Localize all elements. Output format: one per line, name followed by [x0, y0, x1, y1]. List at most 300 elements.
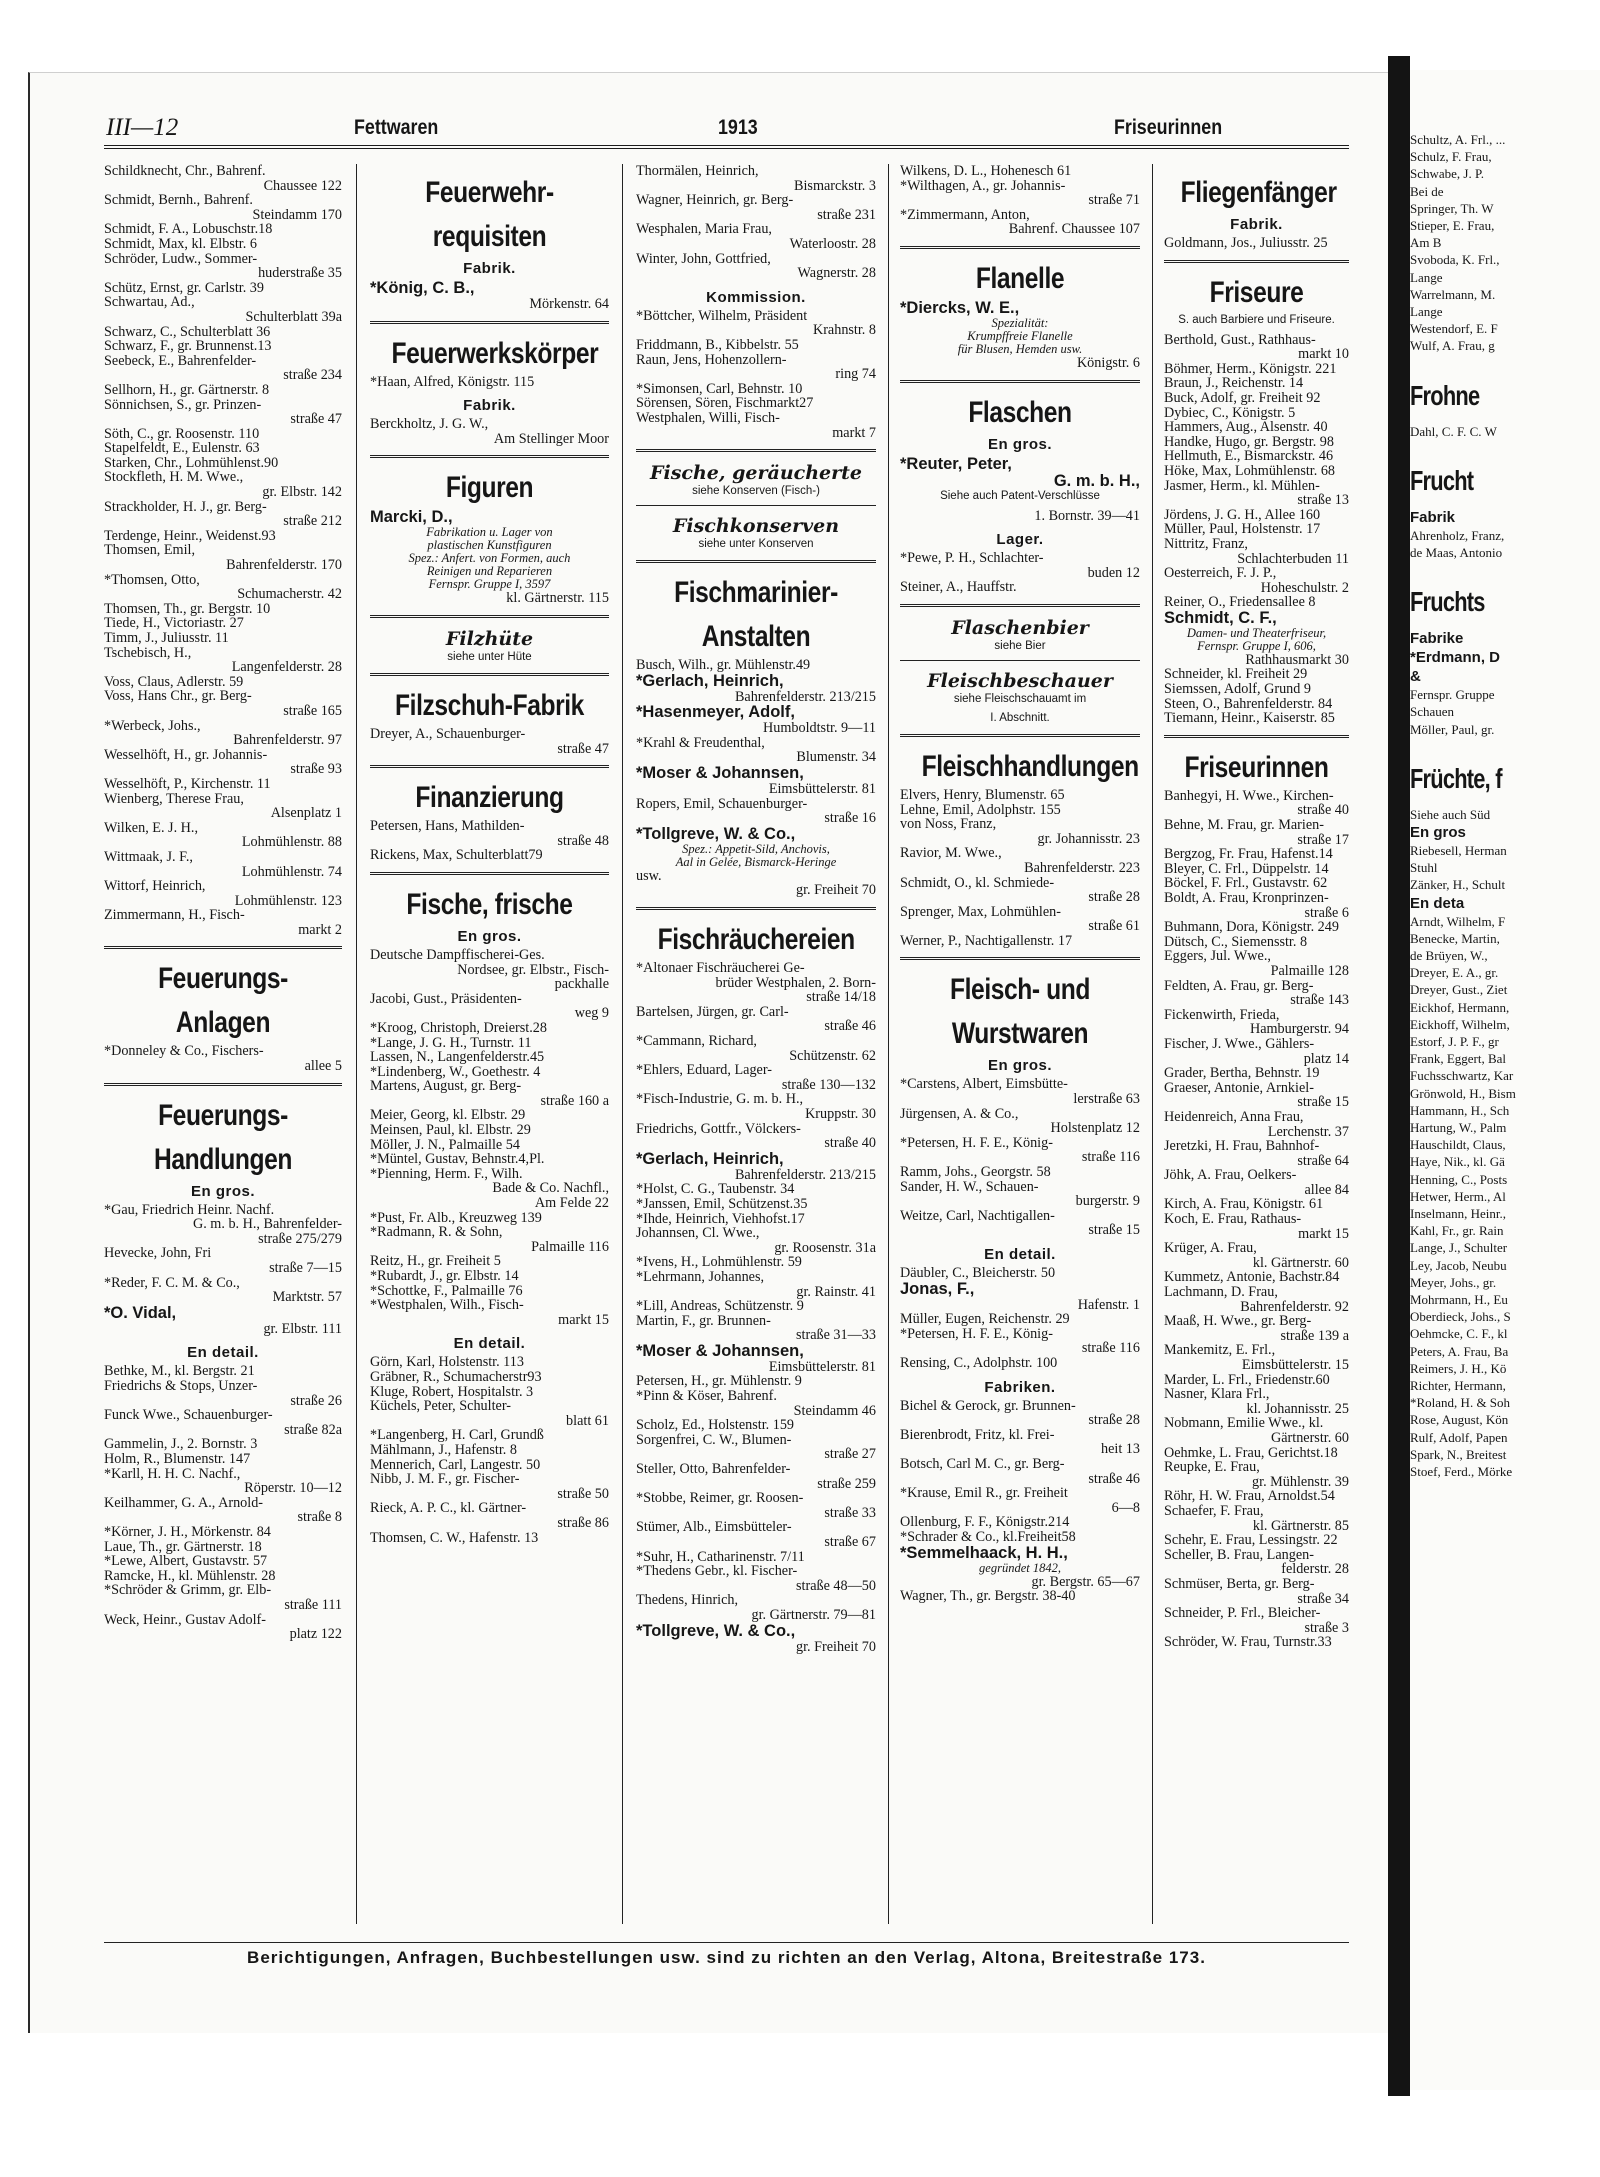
entry-name: Berckholtz, J. G. W.,: [370, 417, 489, 432]
directory-entry: [1164, 566, 1349, 595]
category-heading: Filzschuh-Fabrik: [395, 688, 584, 722]
entry-address: Lohmühlenstr. 88: [241, 834, 342, 851]
next-page-entry: Springer, Th. W: [1410, 200, 1494, 216]
entry-name: *Pinn & Köser, Bahrenf.: [636, 1389, 777, 1404]
directory-entry: [370, 1355, 609, 1370]
directory-entry: [900, 356, 1140, 371]
directory-entry: [636, 1520, 876, 1549]
header-left-title: Fettwaren: [354, 116, 439, 139]
entry-address: Krahnstr. 8: [812, 322, 876, 339]
section-rule: [370, 321, 609, 325]
directory-entry: [900, 1589, 1140, 1604]
next-page-subhead: Fabrik: [1410, 508, 1456, 526]
next-page-entry: Peters, A. Frau, Ba: [1410, 1343, 1509, 1359]
subsection-label: En gros.: [987, 1057, 1052, 1075]
section-rule: [370, 673, 609, 677]
category-heading: Fischräuchereien: [657, 923, 855, 957]
entry-address: straße 61: [1088, 918, 1140, 935]
directory-entry: [636, 1092, 876, 1121]
entry-address: straße 16: [824, 810, 876, 827]
next-page-entry: Stoef, Ferd., Mörke: [1410, 1464, 1513, 1479]
directory-entry: [636, 690, 876, 705]
entry-name: Däubler, C., Bleicherstr. 50: [900, 1266, 1056, 1281]
directory-entry: [104, 383, 342, 398]
next-page-entry: Haye, Nik., kl. Gä: [1410, 1154, 1505, 1170]
entry-name: Fernspr. Gruppe I, 606,: [1197, 639, 1316, 653]
entry-address: straße 48: [557, 832, 609, 849]
entry-name: Gräbner, R., Schumacherstr93: [370, 1369, 542, 1385]
featured-entry: [636, 1151, 876, 1168]
directory-entry: [900, 1312, 1140, 1327]
directory-entry: [1164, 1066, 1349, 1081]
directory-entry: [370, 1050, 609, 1065]
entry-name: Reupke, E. Frau,: [1164, 1460, 1260, 1475]
next-page-entry: *Roland, H. & Soh: [1410, 1395, 1511, 1411]
entry-address: Königstr. 6: [1076, 354, 1140, 371]
entry-name: Thomsen, Emil,: [104, 543, 196, 559]
directory-entry: [104, 1408, 342, 1437]
next-page-entry: Lange, J., Schulter: [1410, 1240, 1508, 1256]
entry-address: straße 130—132: [781, 1076, 876, 1093]
entry-address: Langenfelderstr. 28: [231, 659, 342, 676]
directory-entry: [104, 339, 342, 354]
directory-entry: [1164, 362, 1349, 377]
entry-address: straße 28: [1088, 1412, 1140, 1429]
featured-entry: [636, 1623, 876, 1640]
entry-address: Chaussee 122: [263, 177, 342, 194]
entry-address: Bahrenf. Chaussee 107: [1008, 221, 1140, 238]
header-year: 1913: [718, 116, 758, 139]
entry-name: Buck, Adolf, gr. Freiheit 92: [1164, 390, 1321, 406]
directory-entry: [1164, 1343, 1349, 1372]
directory-entry: [636, 309, 876, 338]
entry-name: Schröder, Ludw., Sommer-: [104, 251, 258, 267]
entry-name: Wesphalen, Maria Frau,: [636, 222, 772, 237]
directory-entry: [104, 821, 342, 850]
column-5: [1164, 164, 1349, 1934]
entry-name: Spez.: Appetit-Sild, Anchovis,: [682, 842, 830, 856]
category-heading: Handlungen: [153, 1142, 293, 1176]
next-page-entry: Hetwer, Herm., Al: [1410, 1188, 1506, 1204]
entry-name: *Petersen, H. F. E., König-: [900, 1135, 1053, 1151]
entry-name: *Westphalen, Wilh., Fisch-: [370, 1298, 524, 1313]
directory-entry: [1164, 1212, 1349, 1241]
entry-address: Hafenstr. 1: [1077, 1296, 1140, 1313]
entry-name: Marcki, D.,: [370, 509, 453, 527]
category-heading: Anstalten: [701, 620, 811, 654]
entry-address: straße 231: [817, 206, 876, 223]
entry-name: *Semmelhaack, H. H.,: [900, 1544, 1068, 1562]
subsection-label: En gros.: [190, 1182, 255, 1200]
entry-name: Görn, Karl, Holstenstr. 113: [370, 1355, 524, 1370]
section-rule: [900, 246, 1140, 250]
entry-name: Wagner, Heinrich, gr. Berg-: [636, 193, 794, 208]
entry-name: Schmidt, O., kl. Schmiede-: [900, 875, 1055, 891]
header-right-title: Friseurinnen: [1114, 116, 1223, 139]
directory-entry: [1164, 697, 1349, 712]
entry-name: Reitz, H., gr. Freiheit 5: [370, 1254, 501, 1269]
entry-name: Stapelfeldt, E., Eulenstr. 63: [104, 441, 260, 456]
entry-address: Blumenstr. 34: [796, 749, 876, 766]
entry-description: [370, 539, 609, 552]
entry-name: Ropers, Emil, Schauenburger-: [636, 796, 808, 812]
entry-address: Schützenstr. 62: [789, 1047, 876, 1064]
entry-address: Wagnerstr. 28: [797, 265, 876, 282]
subsection-label: Kommission.: [706, 288, 806, 306]
entry-address: Lerchenstr. 37: [1267, 1123, 1349, 1140]
section-rule: [900, 604, 1140, 608]
entry-name: Tiemann, Heinr., Kaiserstr. 85: [1164, 711, 1335, 726]
directory-entry: [636, 1122, 876, 1151]
entry-name: Lachmann, D. Frau,: [1164, 1285, 1278, 1300]
directory-entry: [1164, 891, 1349, 920]
directory-entry: [1164, 876, 1349, 891]
section-rule: [636, 907, 876, 911]
directory-entry: [636, 1374, 876, 1389]
entry-name: gegründet 1842,: [979, 1561, 1061, 1575]
directory-entry: [370, 591, 609, 606]
entry-address: Kruppstr. 30: [805, 1105, 876, 1122]
entry-name: Kummetz, Antonie, Bachstr.84: [1164, 1270, 1340, 1286]
directory-entry: [636, 411, 876, 440]
entry-name: *O. Vidal,: [104, 1304, 177, 1322]
section-rule: [900, 660, 1140, 661]
cross-reference: siehe unter Hüte: [447, 650, 532, 663]
entry-name: Bethke, M., kl. Bergstr. 21: [104, 1364, 255, 1379]
entry-name: plastischen Kunstfiguren: [427, 539, 552, 553]
header-rule: [104, 145, 1349, 151]
directory-entry: [1164, 1314, 1349, 1343]
next-page-entry: Hartung, W., Palm: [1410, 1120, 1507, 1135]
entry-name: Schneider, P. Frl., Bleicher-: [1164, 1606, 1321, 1621]
entry-name: *Gerlach, Heinrich,: [636, 672, 784, 690]
category-heading: Friseurinnen: [1184, 750, 1329, 784]
directory-entry: [1164, 1110, 1349, 1139]
directory-entry: [370, 1399, 609, 1428]
entry-name: Hammers, Aug., Alsenstr. 40: [1164, 420, 1328, 435]
category-heading: Fleischbeschauer: [927, 669, 1113, 692]
directory-entry: [1164, 333, 1349, 362]
directory-entry: [636, 1389, 876, 1418]
entry-name: Winter, John, Gottfried,: [636, 251, 771, 267]
entry-address: Steindamm 46: [793, 1402, 876, 1419]
entry-address: gr. Johannisstr. 23: [1037, 830, 1140, 847]
entry-address: Gärtnerstr. 60: [1270, 1429, 1349, 1446]
footer-rule: [104, 1942, 1349, 1943]
featured-entry: [636, 765, 876, 782]
directory-entry: [104, 1467, 342, 1496]
entry-name: Feldten, A. Frau, gr. Berg-: [1164, 978, 1314, 994]
category-heading: Filzhüte: [445, 627, 534, 650]
entry-name: *Simonsen, Carl, Behnstr. 10: [636, 381, 803, 397]
directory-entry: [370, 1428, 609, 1443]
entry-address: gr. Mühlenstr. 39: [1252, 1473, 1349, 1490]
directory-entry: [1164, 1416, 1349, 1445]
entry-name: *Reder, F. C. M. & Co.,: [104, 1275, 240, 1291]
entry-name: Reiner, O., Friedensallee 8: [1164, 595, 1316, 610]
entry-name: Banhegyi, H. Wwe., Kirchen-: [1164, 788, 1334, 804]
entry-address: Eimsbüttelerstr. 81: [768, 1358, 876, 1375]
column-3: [636, 164, 876, 1934]
directory-entry: [104, 427, 342, 442]
entry-name: Scholz, Ed., Holstenstr. 159: [636, 1418, 795, 1433]
entry-name: Buhmann, Dora, Königstr. 249: [1164, 920, 1339, 935]
section-rule: [104, 946, 342, 950]
entry-address: straße 111: [284, 1596, 342, 1613]
entry-address: straße 34: [1297, 1590, 1349, 1607]
directory-entry: [370, 297, 609, 312]
entry-name: Scheller, B. Frau, Langen-: [1164, 1547, 1314, 1563]
entry-name: *Stobbe, Reimer, gr. Roosen-: [636, 1491, 804, 1506]
category-heading: Fleisch- und: [950, 973, 1090, 1007]
cross-reference: I. Abschnitt.: [990, 711, 1050, 724]
directory-entry: [900, 1209, 1140, 1238]
column-divider: [356, 164, 357, 1924]
next-page-entry: Inselmann, Heinr.,: [1410, 1206, 1507, 1221]
entry-name: Botsch, Carl M. C., gr. Berg-: [900, 1456, 1065, 1472]
next-page-entry: Svoboda, K. Frl.,: [1410, 252, 1500, 268]
directory-entry: [104, 616, 342, 631]
directory-entry: [370, 1458, 609, 1473]
category-heading: Flaschenbier: [951, 616, 1089, 639]
next-page-entry: de Maas, Antonio: [1410, 545, 1503, 560]
next-page-entry: Hammann, H., Sch: [1410, 1102, 1510, 1118]
entry-name: Fischer, J. Wwe., Gählers-: [1164, 1036, 1315, 1052]
entry-name: Jonas, F.,: [900, 1280, 975, 1298]
entry-name: Wilkens, D. L., Hohenesch 61: [900, 164, 1072, 179]
entry-address: straße 82a: [284, 1421, 342, 1438]
entry-name: Krumpffreie Flanelle: [967, 329, 1073, 343]
entry-description: [370, 552, 609, 565]
directory-entry: [104, 1452, 342, 1467]
entry-address: straße 50: [557, 1485, 609, 1502]
entry-name: Müller, Eugen, Reichenstr. 29: [900, 1312, 1070, 1327]
entry-address: markt 15: [558, 1311, 609, 1328]
entry-name: Kirch, A. Frau, Königstr. 61: [1164, 1197, 1324, 1213]
next-page-entry: Meyer, Johs., gr.: [1410, 1274, 1497, 1290]
entry-name: Bergzog, Fr. Frau, Hafenst.14: [1164, 847, 1333, 862]
entry-address: kl. Gärtnerstr. 85: [1252, 1517, 1349, 1534]
entry-address: brüder Westphalen, 2. Born-: [715, 974, 876, 991]
entry-name: Sprenger, Max, Lohmühlen-: [900, 904, 1061, 920]
entry-name: Graeser, Antonie, Arnkiel-: [1164, 1080, 1314, 1096]
entry-name: Sellhorn, H., gr. Gärtnerstr. 8: [104, 382, 270, 398]
entry-name: Elvers, Henry, Blumenstr. 65: [900, 787, 1065, 803]
entry-name: Aal in Gelée, Bismarck-Heringe: [675, 855, 837, 869]
directory-entry: [636, 990, 876, 1005]
entry-address: straße 139 a: [1280, 1327, 1349, 1344]
entry-name: Rensing, C., Adolphstr. 100: [900, 1355, 1058, 1371]
directory-entry: [104, 1232, 342, 1247]
entry-address: Bahrenfelderstr. 170: [226, 557, 342, 574]
entry-name: Timm, J., Juliusstr. 11: [104, 631, 229, 646]
entry-address: straße 143: [1290, 992, 1349, 1009]
entry-name: Mennerich, Carl, Langestr. 50: [370, 1457, 541, 1473]
directory-entry: [636, 382, 876, 397]
subsection-label: Fabrik.: [1230, 216, 1283, 233]
directory-entry: [1164, 464, 1349, 479]
entry-name: *Hasenmeyer, Adolf,: [636, 704, 795, 722]
directory-entry: [900, 934, 1140, 949]
directory-entry: [900, 208, 1140, 237]
entry-name: Böhmer, Herm., Königstr. 221: [1164, 361, 1337, 377]
entry-description: [1164, 627, 1349, 640]
entry-name: Thedens, Hinrich,: [636, 1593, 739, 1608]
entry-name: *Kroog, Christoph, Dreierst.28: [370, 1020, 547, 1036]
entry-name: für Blusen, Hemden usw.: [957, 342, 1083, 356]
directory-entry: [636, 1314, 876, 1343]
entry-name: Siemssen, Adolf, Grund 9: [1164, 682, 1311, 697]
entry-address: straße 67: [824, 1534, 876, 1550]
entry-address: gr. Rainstr. 41: [796, 1283, 876, 1300]
entry-address: 1. Bornstr. 39—41: [1034, 507, 1140, 524]
entry-name: Jacobi, Gust., Präsidenten-: [370, 991, 522, 1007]
next-page-entry: Kahl, Fr., gr. Rain: [1410, 1223, 1504, 1239]
directory-entry: [1164, 1533, 1349, 1548]
entry-address: straße 116: [1081, 1149, 1140, 1166]
cross-reference: Siehe auch Patent-Verschlüsse: [940, 489, 1100, 502]
entry-name: Küchels, Peter, Schulter-: [370, 1399, 511, 1414]
directory-entry: [104, 441, 342, 456]
directory-entry: [1164, 682, 1349, 697]
directory-entry: [1164, 949, 1349, 978]
next-page-edge: [1410, 70, 1600, 2090]
directory-entry: [1164, 847, 1349, 862]
entry-name: Hellmuth, E., Bismarckstr. 46: [1164, 449, 1334, 464]
entry-description: [1164, 640, 1349, 653]
entry-name: Höke, Max, Lohmühlenstr. 68: [1164, 463, 1336, 479]
category-heading: Feuerungs-: [158, 1098, 288, 1132]
entry-address: platz 14: [1303, 1050, 1349, 1067]
entry-name: *Schröder & Grimm, gr. Elb-: [104, 1583, 272, 1598]
entry-name: *Lehrmann, Johannes,: [636, 1269, 765, 1285]
directory-entry: [370, 1065, 609, 1080]
directory-entry: [900, 788, 1140, 803]
featured-entry: [370, 280, 609, 297]
entry-address: straße 13: [1297, 492, 1349, 509]
entry-name: *Haan, Alfred, Königstr. 115: [370, 374, 535, 390]
featured-entry: [900, 1281, 1140, 1298]
entry-address: kl. Gärtnerstr. 115: [506, 590, 609, 607]
directory-entry: [104, 1203, 342, 1232]
entry-address: straße 165: [283, 702, 342, 719]
page-number: III—12: [106, 114, 179, 141]
entry-name: Koch, E. Frau, Rathaus-: [1164, 1212, 1302, 1227]
featured-entry: [104, 1305, 342, 1322]
entry-name: *König, C. B.,: [370, 280, 475, 297]
entry-name: *Gau, Friedrich Heinr. Nachf.: [104, 1202, 275, 1218]
entry-address: straße 234: [283, 367, 342, 384]
entry-name: Funck Wwe., Schauenburger-: [104, 1408, 273, 1423]
entry-name: Westphalen, Willi, Fisch-: [636, 410, 780, 426]
entry-name: Wesselhöft, P., Kirchenstr. 11: [104, 776, 271, 792]
directory-entry: [900, 817, 1140, 846]
entry-address: Schlachterbuden 11: [1237, 550, 1349, 567]
directory-entry: [370, 1123, 609, 1138]
entry-name: *Altonaer Fischräucherei Ge-: [636, 961, 805, 976]
directory-entry: [900, 1107, 1140, 1136]
next-page-subhead: En deta: [1410, 894, 1465, 912]
entry-address: Bahrenfelderstr. 213/215: [734, 1166, 876, 1183]
entry-address: gr. Gärtnerstr. 79—81: [751, 1606, 876, 1623]
directory-entry: [1164, 508, 1349, 523]
directory-entry: [370, 1036, 609, 1051]
section-rule: [1164, 735, 1349, 739]
entry-name: Keilhammer, G. A., Arnold-: [104, 1495, 264, 1511]
entry-name: Kluge, Robert, Hospitalstr. 3: [370, 1384, 534, 1400]
directory-entry: [900, 509, 1140, 524]
directory-entry: [636, 869, 876, 898]
next-page-entry: Oehmcke, C. F., kl: [1410, 1326, 1508, 1342]
entry-name: *Ivens, H., Lohmühlenstr. 59: [636, 1255, 802, 1270]
entry-name: usw.: [636, 868, 662, 884]
directory-entry: [900, 1298, 1140, 1313]
entry-name: *Langenberg, H. Carl, Grundß: [370, 1428, 544, 1443]
directory-entry: [900, 1486, 1140, 1515]
entry-address: G. m. b. H.,: [1053, 471, 1140, 490]
entry-name: Reinigen und Reparieren: [426, 565, 553, 579]
cross-reference: siehe unter Konserven: [698, 538, 814, 551]
directory-entry: [636, 252, 876, 281]
entry-name: Wilken, E. J. H.,: [104, 820, 198, 836]
directory-entry: [636, 1360, 876, 1375]
directory-entry: [636, 736, 876, 765]
entry-name: *Lewe, Albert, Gustavstr. 57: [104, 1554, 268, 1569]
directory-entry: [1164, 406, 1349, 421]
entry-name: *Fisch-Industrie, G. m. b. H.,: [636, 1092, 804, 1107]
directory-entry: [370, 848, 609, 863]
entry-name: Wienberg, Therese Frau,: [104, 791, 244, 807]
entry-address: straße 40: [824, 1135, 876, 1152]
directory-entry: [370, 1167, 609, 1196]
section-rule: [900, 957, 1140, 961]
entry-address: straße 275/279: [258, 1230, 342, 1247]
entry-address: burgerstr. 9: [1075, 1193, 1140, 1210]
entry-name: Grader, Bertha, Behnstr. 19: [1164, 1066, 1320, 1081]
directory-entry: [1164, 391, 1349, 406]
directory-entry: [1164, 1606, 1349, 1635]
featured-entry: [636, 1343, 876, 1360]
entry-name: Ravior, M. Wwe.,: [900, 846, 1002, 861]
entry-name: Schmidt, Bernh., Bahrenf.: [104, 193, 253, 208]
entry-name: von Noss, Franz,: [900, 817, 997, 832]
entry-name: Strackholder, H. J., gr. Berg-: [104, 499, 267, 515]
directory-entry: [370, 1211, 609, 1226]
entry-name: Schehr, E. Frau, Lessingstr. 22: [1164, 1533, 1338, 1548]
directory-entry: [104, 354, 342, 383]
directory-entry: [636, 1197, 876, 1212]
category-heading: Flaschen: [968, 395, 1072, 429]
entry-address: straße 28: [1088, 889, 1140, 906]
entry-name: Söth, C., gr. Roosenstr. 110: [104, 426, 260, 442]
entry-name: Deutsche Dampffischerei-Ges.: [370, 947, 545, 963]
next-page-entry: Lange: [1410, 304, 1443, 319]
entry-address: buden 12: [1087, 564, 1140, 581]
directory-entry: [636, 1491, 876, 1520]
entry-name: *Pust, Fr. Alb., Kreuzweg 139: [370, 1210, 542, 1226]
next-page-subhead: &: [1410, 668, 1421, 686]
entry-name: Laue, Th., gr. Gärtnerstr. 18: [104, 1539, 262, 1555]
entry-name: Schmidt, F. A., Lobuschstr.18: [104, 222, 273, 237]
directory-entry: [370, 1254, 609, 1269]
entry-address: straße 48—50: [796, 1577, 876, 1594]
entry-name: Dütsch, C., Siemensstr. 8: [1164, 934, 1308, 950]
next-page-entry: Mohrmann, H., Eu: [1410, 1292, 1508, 1307]
directory-entry: [636, 1168, 876, 1183]
directory-entry: [1164, 1504, 1349, 1533]
directory-entry: [104, 252, 342, 281]
entry-name: Spez.: Anfert. von Formen, auch: [408, 552, 571, 566]
